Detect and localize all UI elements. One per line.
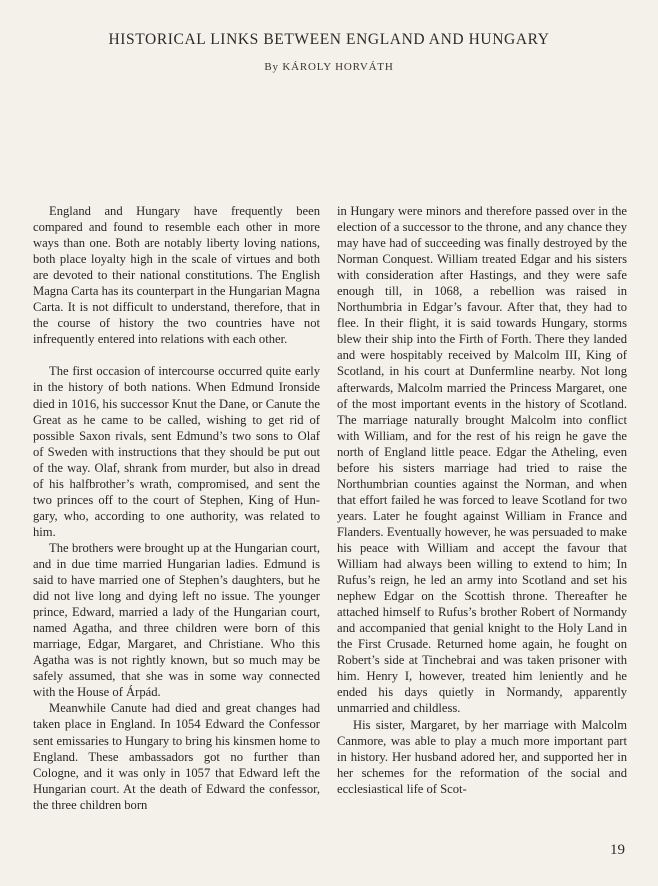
- right-column: [337, 203, 627, 797]
- page-number: 19: [610, 842, 625, 858]
- article-title: HISTORICAL LINKS BETWEEN ENGLAND AND HUNGARY: [108, 31, 550, 48]
- left-column: [33, 203, 320, 813]
- paragraph-continued: in Hungary were minors and therefore passed over in the election of a successor to the throne, and any chance they may have had of succeeding was finally destroyed by the Norman Conquest. William treated Edgar and his sisters with consideration after Hastings, and they were safe enough till, in 1068, a rebellion was raised in Northumbria in Edgar’s favour. After that, they had to flee. In their flight, it is said towards Hungary, storms blew their ship into the Firth of Forth. There they landed and were hospitably received by Malcolm III, King of Scotland, in his court at Dunfermline nearby. Not long afterwards, Malcolm married the Princess Margaret, one of the most important events in the history of Scotland. The marriage naturally brought Malcolm into conflict with William, and for the rest of his reign he gave the north of England little peace. Edgar the Atheling, even before his sisters marriage had tried to raise the Northumbrian counties against the Norman, and when that effort failed he was forced to leave Scotland for two years. Later he fought against William in France and Flanders. Eventually however, he was persuaded to make his peace with William and accept the favour that William had always been willing to extend to him; In Rufus’s reign, he led an army into Scotland and set his nephew Edgar on the Scottish throne. Thereafter he attached himself to Rufus’s brother Robert of Normandy and accompanied that genial knight to the Holy Land in the First Crusade. Returned home again, he fought on Robert’s side at Tinchebrai and was taken prisoner with him. Henry I, however, treated him leniently and he ended his days quietly in Normandy, apparently unmarried and childless.: [337, 204, 627, 716]
- paragraph: The first occasion of intercourse occurred quite early in the history of both nations. When Edmund Ironside died in 1016, his successor Knut the Dane, or Canute the Great as he came to be called, wishing to get rid of possible Saxon rivals, sent Edmund’s two sons to Olaf of Sweden with instructions that they should be put out of the way. Olaf, shrank from murder, but also in dread of his halfbrother’s wrath, compromised, and sent the two princes off to the court of Stephen, King of Hungary, who, according to one authority, was related to him.: [33, 364, 320, 539]
- paragraph: The brothers were brought up at the Hungarian court, and in due time married Hungarian ladies. Edmund is said to have married one of Stephen’s daughters, but he did not live long and dying left no issue. The younger prince, Edward, married a lady of the Hungarian court, named Agatha, and three children were born of this marriage, Edgar, Margaret, and Christiane. Who this Agatha was is not rightly known, but so much may be safely assumed, that she was in some way connected with the House of Árpád.: [33, 540, 320, 700]
- author-byline: By KÁROLY HORVÁTH: [264, 61, 394, 73]
- paragraph: Meanwhile Canute had died and great changes had taken place in England. In 1054 Edward the Confessor sent emissaries to Hungary to bring his kinsmen home to England. These ambassadors got no further than Cologne, and it was only in 1057 that Edward left the Hungarian court. At the death of Edward the confessor, the three children born: [33, 701, 320, 812]
- paragraph: His sister, Margaret, by her marriage with Malcolm Canmore, was able to play a much more important part in history. Her husband adored her, and supported her in her schemes for the reformation of the social and ecclesiastical life of Scot-: [337, 717, 627, 796]
- paragraph: England and Hungary have frequently been compared and found to resemble each other in more ways than one. Both are notably liberty loving nations, both place loyalty high in the scale of virtues and both are devoted to their national constitutions. The English Magna Carta has its counterpart in the Hungarian Magna Carta. It is not difficult to understand, therefore, that in the course of history the two countries have not infrequently entered into relations with each other.: [33, 204, 320, 347]
